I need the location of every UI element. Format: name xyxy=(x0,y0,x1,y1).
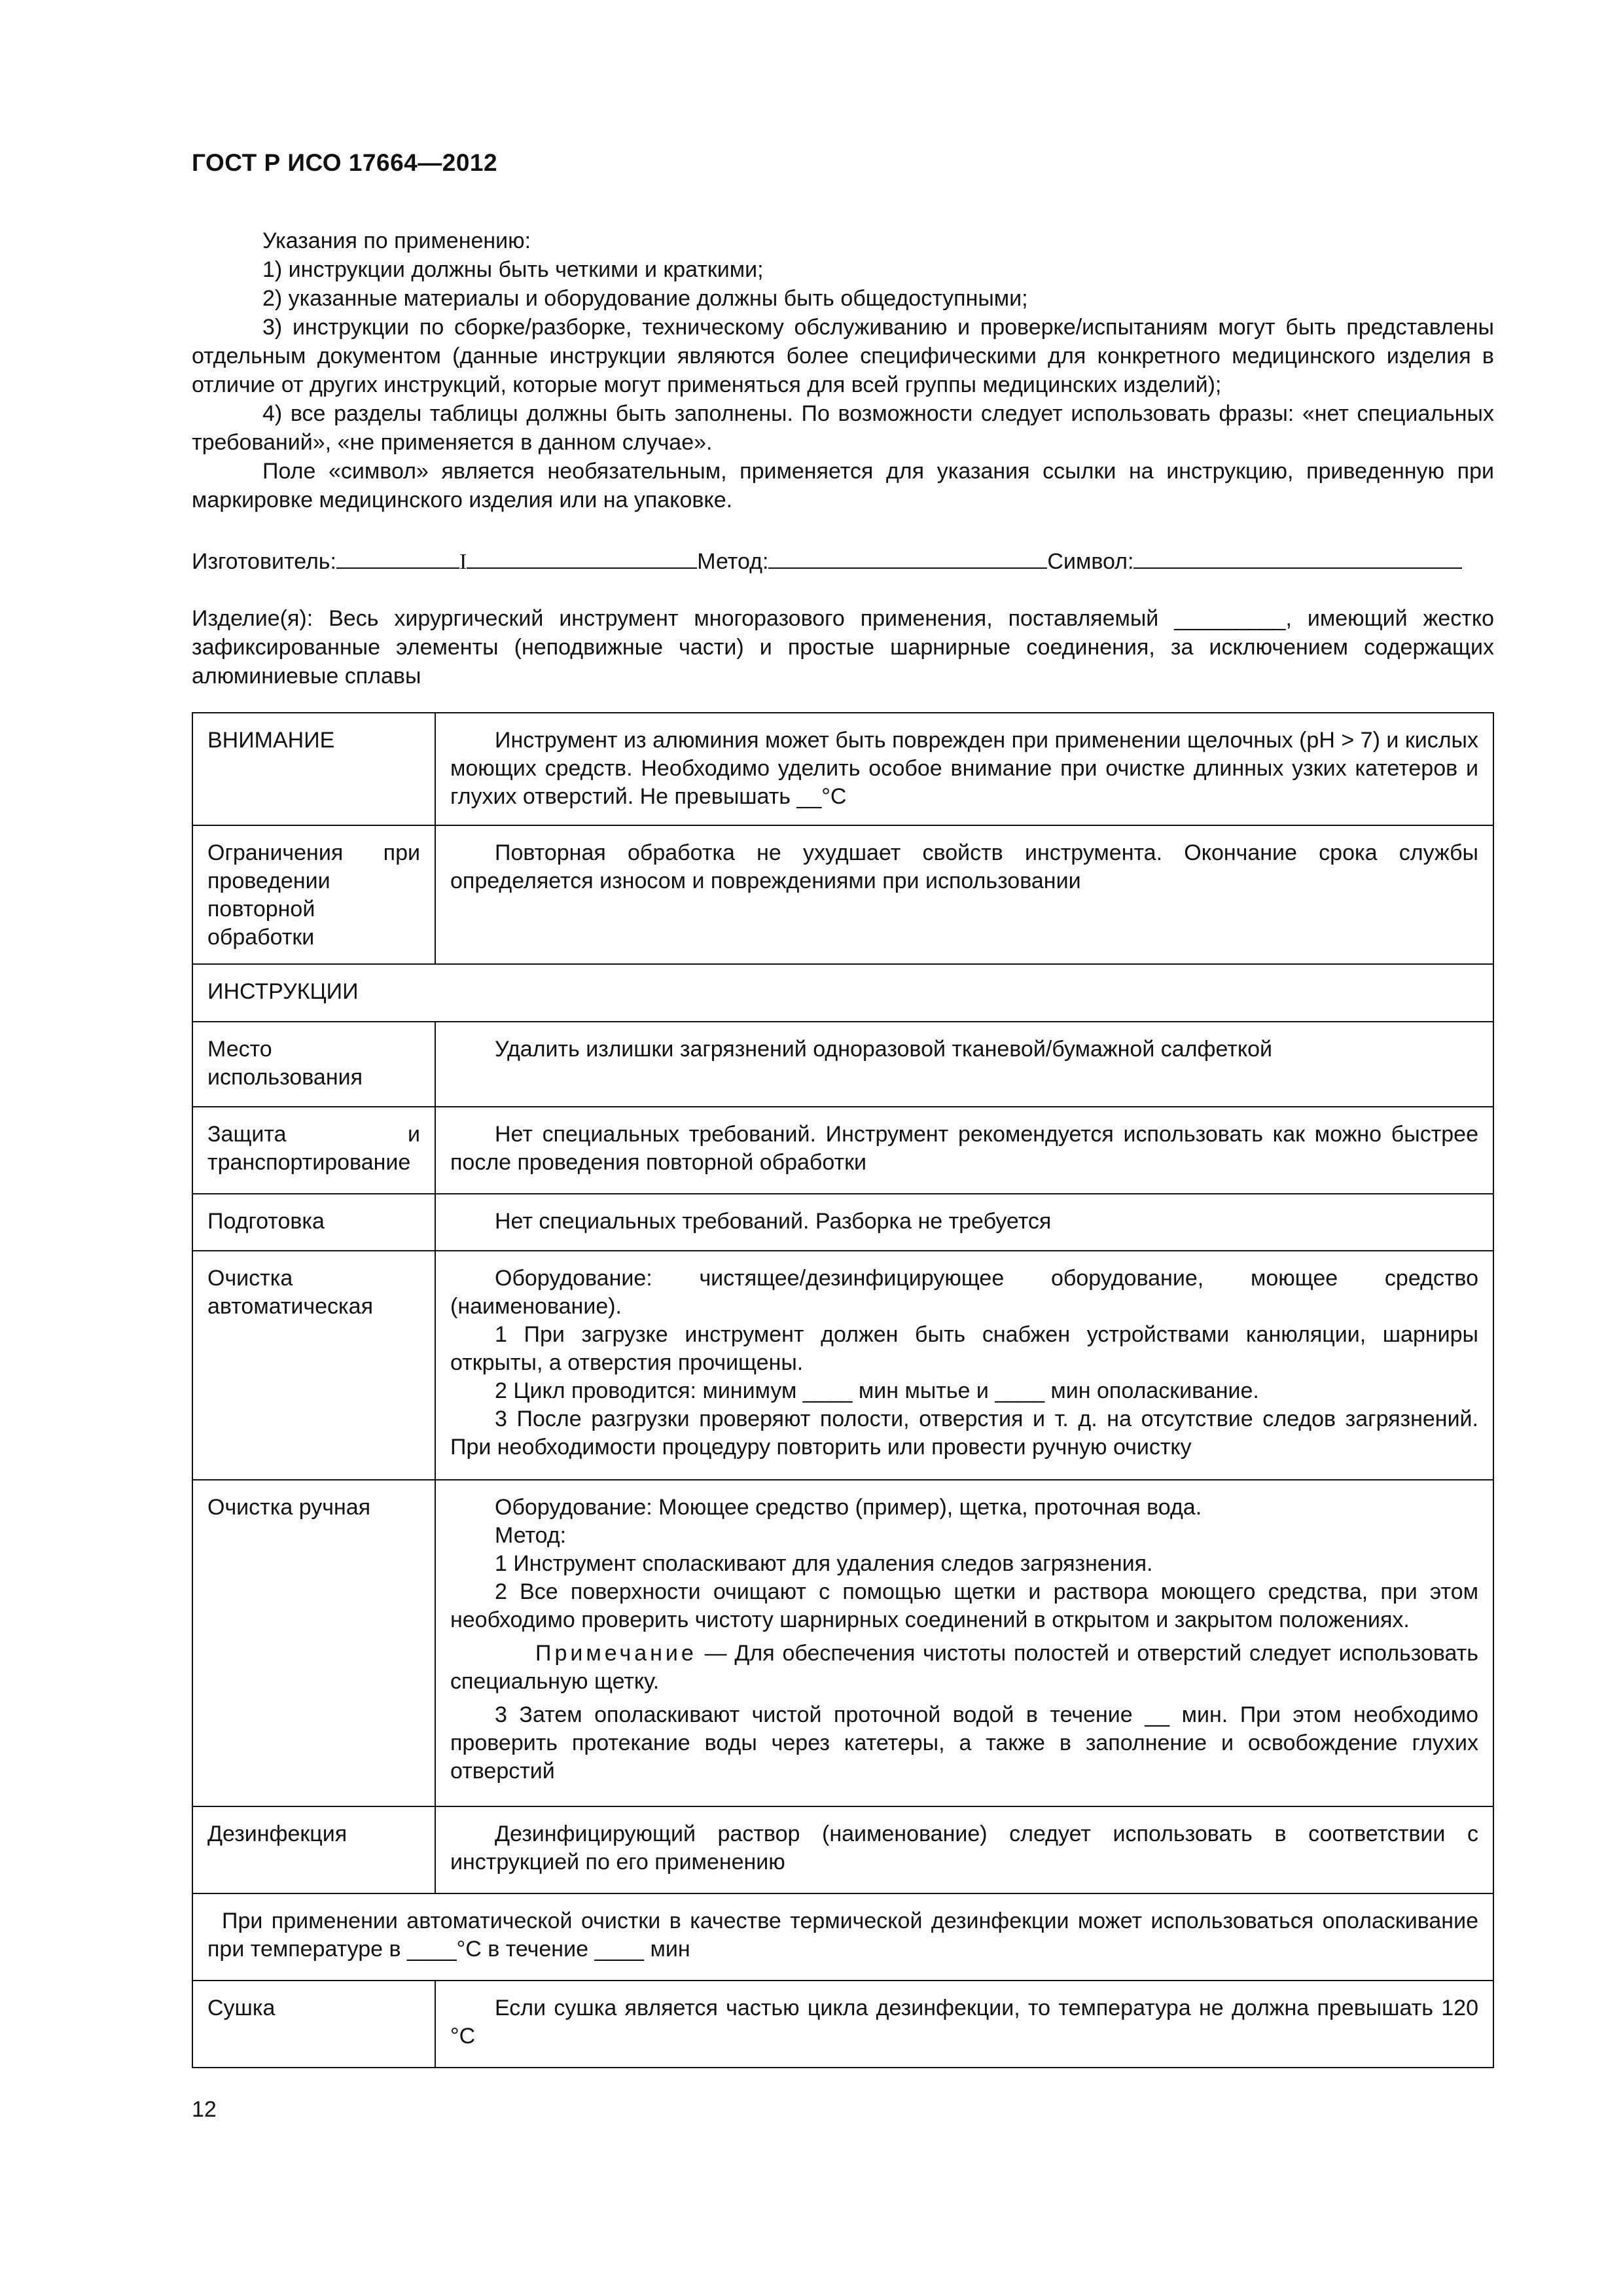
auto-cleaning-cell xyxy=(435,1251,1493,1480)
drying-cell xyxy=(435,1981,1493,2068)
standard-header: ГОСТ Р ИСО 17664—2012 xyxy=(192,149,498,176)
warning-label: ВНИМАНИЕ xyxy=(192,713,435,825)
manual-cleaning-step-1: 1 Инструмент споласкивают для удаления следов загрязнения. xyxy=(495,1551,1153,1576)
disinfection-text: Дезинфицирующий раствор (наименование) следует использовать в соответствии с инструкцией по его применению xyxy=(450,1821,1478,1874)
table-row xyxy=(192,964,1493,1022)
auto-cleaning-step-1: 1 При загрузке инструмент должен быть снабжен устройствами канюляции, шарниры открыты, а отверстия прочищены. xyxy=(450,1322,1478,1375)
warning-cell xyxy=(435,713,1493,825)
place-of-use-cell xyxy=(435,1022,1493,1107)
auto-cleaning-equipment: Оборудование: чистящее/дезинфицирующее оборудование, моющее средство (наименование). xyxy=(450,1266,1478,1319)
manual-cleaning-step-3: 3 Затем ополаскивают чистой проточной водой в течение __ мин. При этом необходимо проверить протекание воды через катетеры, а также в заполнение и освобождение глухих отверстий xyxy=(450,1702,1478,1784)
table-row xyxy=(192,1107,1493,1194)
preparation-text: Нет специальных требований. Разборка не требуется xyxy=(495,1209,1052,1234)
protection-text: Нет специальных требований. Инструмент рекомендуется использовать как можно быстрее после проведения повторной обработки xyxy=(450,1122,1478,1175)
preparation-cell xyxy=(435,1194,1493,1251)
manual-cleaning-method: Метод: xyxy=(495,1523,567,1548)
auto-cleaning-step-3: 3 После разгрузки проверяют полости, отверстия и т. д. на отсутствие следов загрязнений. При необходимости процедуру повторить или провести ручную очистку xyxy=(450,1407,1478,1460)
thermal-note-text: При применении автоматической очистки в качестве термической дезинфекции может использоваться ополаскивание при температуре в ____°C в течение ____ мин xyxy=(207,1909,1478,1962)
manufacturer-blank-left xyxy=(336,548,459,569)
table-row xyxy=(192,1893,1493,1981)
protection-label: Защита и транспортирование xyxy=(192,1107,435,1194)
manual-cleaning-cell xyxy=(435,1480,1493,1806)
limits-label: Ограничения при проведении повторной обработки xyxy=(192,825,435,964)
product-text: Изделие(я): Весь хирургический инструмент многоразового применения, поставляемый _________, имеющий жестко зафиксированные элементы (неподвижные части) и простые шарнирные соединения, за исключением содержащих алюминиевые сплавы xyxy=(192,606,1494,689)
table-row xyxy=(192,1194,1493,1251)
place-of-use-text: Удалить излишки загрязнений одноразовой тканевой/бумажной салфеткой xyxy=(495,1037,1273,1062)
page-number: 12 xyxy=(192,2097,217,2122)
reprocessing-table xyxy=(192,712,1494,2068)
table-row xyxy=(192,825,1493,964)
limits-cell xyxy=(435,825,1493,964)
manufacturer-mark: I xyxy=(459,550,467,574)
method-blank xyxy=(768,548,1047,569)
manual-cleaning-note xyxy=(450,1640,1478,1696)
note-label: Примечание xyxy=(535,1641,697,1666)
manual-cleaning-step-2: 2 Все поверхности очищают с помощью щетки и раствора моющего средства, при этом необходимо проверить чистоту шарнирных соединений в открытом и закрытом положениях. xyxy=(450,1579,1478,1632)
drying-label: Сушка xyxy=(192,1981,435,2068)
table-row xyxy=(192,1480,1493,1806)
usage-item-2: 2) указанные материалы и оборудование должны быть общедоступными; xyxy=(262,286,1028,311)
drying-text: Если сушка является частью цикла дезинфекции, то температура не должна превышать 120 °C xyxy=(450,1996,1478,2049)
note-text: — Для обеспечения чистоты полостей и отверстий следует использовать специальную щетку. xyxy=(450,1641,1478,1694)
usage-item-3: 3) инструкции по сборке/разборке, техническому обслуживанию и проверке/испытаниям могут быть представлены отдельным документом (данные инструкции являются более специфическими для конкретного медицинского изделия в отличие от других инструкций, которые могут применяться для всей группы медицинских изделий); xyxy=(192,315,1494,397)
protection-cell xyxy=(435,1107,1493,1194)
thermal-note-cell xyxy=(192,1893,1493,1981)
disinfection-label: Дезинфекция xyxy=(192,1806,435,1893)
manufacturer-label: Изготовитель: xyxy=(192,549,336,574)
product-description xyxy=(192,604,1494,691)
preparation-label: Подготовка xyxy=(192,1194,435,1251)
table-row xyxy=(192,1022,1493,1107)
symbol-label: Символ: xyxy=(1047,549,1134,574)
limits-text: Повторная обработка не ухудшает свойств инструмента. Окончание срока службы определяется износом и повреждениями при использовании xyxy=(450,840,1478,893)
manual-cleaning-label: Очистка ручная xyxy=(192,1480,435,1806)
auto-cleaning-step-2: 2 Цикл проводится: минимум ____ мин мытье и ____ мин ополаскивание. xyxy=(495,1378,1259,1403)
manufacturer-blank-right xyxy=(467,548,697,569)
symbol-blank xyxy=(1133,548,1462,569)
method-label: Метод: xyxy=(697,549,769,574)
usage-item-4: 4) все разделы таблицы должны быть заполнены. По возможности следует использовать фразы: «нет специальных требований», «не применяется в данном случае». xyxy=(192,401,1494,455)
table-row xyxy=(192,1251,1493,1480)
form-fields-line xyxy=(192,547,1494,577)
auto-cleaning-label: Очистка автоматическая xyxy=(192,1251,435,1480)
instructions-heading: ИНСТРУКЦИИ xyxy=(192,964,1493,1022)
symbol-note: Поле «символ» является необязательным, применяется для указания ссылки на инструкцию, приведенную при маркировке медицинского изделия или на упаковке. xyxy=(192,459,1494,512)
place-of-use-label: Место использования xyxy=(192,1022,435,1107)
table-row xyxy=(192,713,1493,825)
manual-cleaning-equipment: Оборудование: Моющее средство (пример), щетка, проточная вода. xyxy=(495,1495,1202,1520)
usage-item-1: 1) инструкции должны быть четкими и краткими; xyxy=(262,257,764,282)
usage-instructions xyxy=(192,226,1494,514)
table-row xyxy=(192,1806,1493,1893)
usage-heading: Указания по применению: xyxy=(262,228,531,253)
warning-text: Инструмент из алюминия может быть поврежден при применении щелочных (pH > 7) и кислых моющих средств. Необходимо уделить особое внимание при очистке длинных узких катетеров и глухих отверстий. Не превышать __°C xyxy=(450,728,1478,809)
table-row xyxy=(192,1981,1493,2068)
disinfection-cell xyxy=(435,1806,1493,1893)
